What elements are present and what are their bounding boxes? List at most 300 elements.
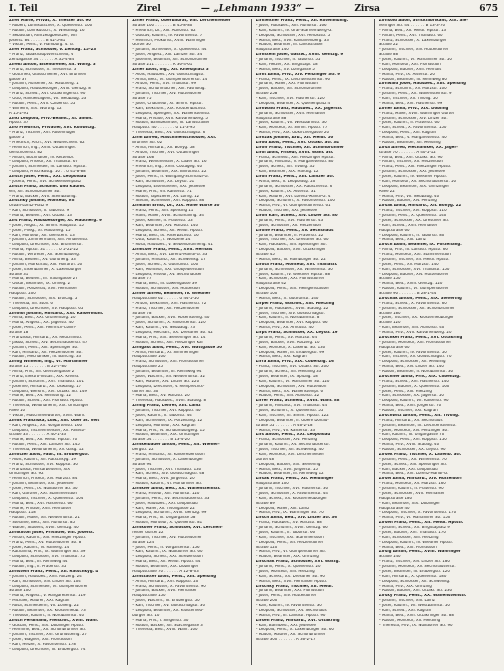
directory-entry: Straße 78 bbox=[132, 311, 152, 316]
directory-entry: – Johann, Schneider, III. Landstr. Hptstr. bbox=[9, 165, 87, 170]
directory-entry: – Franz, Tischler, XVI. Ottakr. Str. 200 bbox=[255, 365, 329, 370]
directory-entry: – Leopold, Tischler, X. Quellenstr. 104 bbox=[9, 496, 84, 501]
directory-entry: – Karl, Maurer, XIV. Linzer Str. 220 bbox=[132, 379, 200, 384]
directory-entry: Zentagasse 34 . . . . . . A 35-4-84 bbox=[9, 58, 75, 62]
directory-entry: – Johann, Hilfsarb., XVI. Thaliastr. 44 bbox=[255, 404, 328, 409]
directory-entry: – Karl, Sched., XVII. Hernalser bbox=[378, 223, 438, 228]
directory-entry: – Theodor, Kaufm., II. Nordbahnstr. 40 bbox=[9, 613, 85, 618]
directory-entry: – Anton, Pens., XVI. Thaliastr. 60 bbox=[378, 33, 443, 38]
directory-entry: – Josef, Sched., XIII. Speisinger Str. bbox=[378, 462, 448, 467]
directory-entry: – Josef, Monteur, XIV. Penzinger Str. bbox=[378, 428, 449, 433]
directory-entry: Straße 77 bbox=[132, 277, 152, 282]
directory-entry: – Johann, Pens., XV. Sechshauserstr. 33 bbox=[132, 496, 210, 501]
directory-entry: – Leopold, Drechsler, V. Reinprechts- bbox=[132, 384, 205, 389]
directory-entry: – Johann, Sched., XX. Brigittaplatz 9 bbox=[378, 526, 450, 530]
directory-entry: – Karl, Kaufm., III. Ungargasse 70 bbox=[378, 433, 445, 438]
directory-entry: – Leopold, Bäcker, XIV. Hütteldorfer bbox=[378, 272, 449, 277]
directory-entry: – Maria, Priv., XIX. Obkirchergasse 20 bbox=[255, 131, 330, 136]
directory-entry: Zirschkel Franz, Pens., XVI. Ottakring bbox=[378, 335, 463, 340]
directory-entry: – Karl, Hausbes., XIII. Speisinger Str. bbox=[255, 243, 327, 248]
directory-entry: – Johann, Schlosser, XX. Rauscherstr. 6 bbox=[255, 184, 333, 189]
directory-entry: Hauptstraße 62 . . . . . . U 44-5-50 bbox=[132, 296, 199, 301]
directory-entry: – Leopold, Beamter, XIX. Grinzinger bbox=[378, 184, 450, 189]
directory-entry: – Leopold, Schlosser, XII. Schwenkg. bbox=[378, 579, 451, 584]
directory-entry: – Rudolf, Vertreter, XII. Steinbauerg. bbox=[9, 253, 81, 257]
directory-entry: – Maria, Bed., XVII. Hernalser Hptstr. bbox=[255, 579, 328, 584]
directory-entry: Hauptstraße 100 bbox=[255, 482, 289, 487]
directory-entry: – Maria, Bed., III. Rennweg 44 bbox=[9, 560, 68, 565]
directory-entry: Straße 200 bbox=[255, 599, 278, 604]
directory-entry: – Katharina, Priv., IX. Währinger Str. 39 bbox=[9, 550, 86, 555]
page-header bbox=[9, 4, 498, 17]
directory-entry: burger Str. 10 bbox=[132, 613, 160, 618]
directory-entry: – Franziska, Hilfsarb., XV. Reuchlinstr. bbox=[9, 335, 83, 340]
directory-entry: – Franz, Maler, XVIII. Währinger Gürtel bbox=[378, 111, 454, 116]
directory-entry: – Anton, Kaufm., XIII. Hietzinger Hptstr. bbox=[9, 535, 87, 540]
directory-entry: – Otto, Handelsagent, VII. Neubaug. 53 bbox=[9, 97, 87, 101]
directory-entry: Zirsel Anna, Hilfsarb., XIV. Hütteldorf bbox=[378, 477, 462, 482]
directory-entry: Allee 22 bbox=[378, 189, 395, 194]
directory-entry: – Leopold, Pens., X. Laxenburger Str. 60 bbox=[255, 628, 334, 633]
directory-entry: – Maria, Bed., IX. Alserbachstr. 16 bbox=[132, 233, 199, 238]
directory-entry: Zirpel Franz, Wachm., XIII. Hietzing bbox=[255, 301, 335, 306]
directory-entry: – Franz, Hilfsarb., XV. Sechshaus bbox=[378, 418, 443, 423]
directory-entry: Zirsky Franz, Pens., XX. Wallensteinstr. bbox=[378, 594, 467, 599]
column-3 bbox=[256, 19, 375, 665]
directory-entry: Straße 140 bbox=[378, 555, 401, 560]
directory-entry: – Leopold, Sched., XXI. Strebersdorf bbox=[132, 555, 204, 560]
directory-entry: – Rudolf, Monteur, X. Quellenstr. 81 bbox=[132, 521, 203, 526]
directory-entry: – Franz, Pens., XV. Hütteldorfer Str. 8 bbox=[9, 540, 82, 545]
directory-entry: – Karl, Monteur, XXI. Großjedlersdorf bbox=[132, 267, 205, 272]
column-2 bbox=[132, 19, 251, 665]
directory-entry: – Maria, Bed., XVII. Jörgerstr. 55 bbox=[255, 467, 318, 472]
directory-entry: – Karl, Kaufm., VII. Neubaug. 73 bbox=[132, 326, 195, 331]
directory-entry: – Josef, Bäcker, XII. Schönbrunner bbox=[255, 87, 323, 92]
directory-entry: – Karl, Bahnbed., XXI. Jedlesee bbox=[255, 623, 316, 628]
directory-entry: – Franz, Sched., XVI. Hasnerstr. 140 bbox=[378, 379, 449, 384]
directory-entry: – Maria, Angest., V. Margaretenstr. 119 bbox=[9, 594, 86, 599]
directory-entry: – Rudolf, Pens., XIII. Auhofstr. 22 bbox=[255, 394, 320, 399]
directory-entry: – Maria, Priv., III. Landstr. Hptstr. 90 bbox=[255, 613, 326, 618]
directory-entry: – Theresia, Weißnäherin, XV. Gasg. 12 bbox=[9, 448, 84, 452]
directory-entry: – Johann, Schuhm., XVIII. Gentzg. 66 bbox=[255, 526, 328, 530]
directory-entry: – Rudolf, Bankbeamter, III. Landstraßer bbox=[132, 121, 210, 126]
directory-entry: – Josef, Beamter, III. Erdbergstr. 120 bbox=[378, 569, 450, 574]
directory-entry: – Josef, Kaufm., IX. Alserstr. 31 bbox=[255, 189, 316, 194]
directory-entry: – Karl, Schlosser, XIII. Hietzing bbox=[378, 535, 439, 540]
directory-entry: Gürtel 30 bbox=[132, 43, 151, 48]
directory-entry: Zirs Franz, Hausbesorger, XI. Mautnerg. 9 bbox=[9, 218, 102, 223]
directory-entry: Zirngast Alois, Pens., XVI. Wattgasse 50 bbox=[132, 345, 222, 350]
directory-entry: Zirsch Josef, Pens., XXI. Leopoldau bbox=[9, 175, 87, 179]
directory-entry: – Karl, Tischler, XVI. Hasnerstr. 120 bbox=[255, 97, 325, 101]
directory-entry: – Robert, Lohnkutscher, X. Quellenstr. 100 bbox=[9, 23, 93, 28]
directory-entry: – Maria, Priv., IV. Schaumburgerg. 15 bbox=[132, 428, 205, 433]
directory-entry: – Karl, Hilfsarb., X. Quellenstr. 180 bbox=[378, 574, 447, 579]
directory-entry: – Hermine, Bed., XII. Schönbrunner Str. bbox=[9, 628, 87, 633]
directory-entry: – Viktor, Pens., V. Hamburg. 4. G. bbox=[9, 43, 75, 48]
column-4 bbox=[379, 19, 498, 665]
directory-entry: Zirota Franz, Monteur, XVI. Thaliastr. bbox=[255, 262, 338, 267]
directory-entry: Hauptstr. 40 . . . . . . . U 11-3-95 bbox=[132, 126, 195, 131]
directory-entry: Zirschner Anna, Priv., XIX. Cobenzlg. bbox=[378, 374, 461, 379]
directory-entry: – Leopold, Spengler, XX. Wallensteinstr. bbox=[132, 111, 211, 116]
directory-entry: – Franz, Friseur, XIII. Auhofstr. 120 bbox=[132, 491, 200, 496]
directory-entry: – Franz, Sched., XVI. Ottakringerstr. 90 bbox=[9, 92, 86, 97]
directory-entry: – Karl, Beamter, XIX. Döblinger bbox=[378, 501, 440, 506]
directory-entry: – Maria, Priv., VI. Gumpendorferstr. 61 bbox=[255, 204, 331, 209]
directory-entry: Ziroli Franz, Pens., XIII. Lainzer Str. bbox=[255, 175, 335, 179]
directory-entry: – Johann, Tischler, XIV. Hütteldorfer bbox=[132, 535, 202, 540]
directory-entry: – Johann, Pens., X. Quellenstr. 20 bbox=[255, 565, 321, 569]
directory-entry: – Johann, Tischler, XVI. Grundsteing. 27 bbox=[9, 633, 87, 638]
directory-entry: – Maria, Priv., XVIII. Staudg. 40 bbox=[378, 443, 440, 448]
directory-entry: – Maria, Priv., VI. Mariahilfer Str. 150 bbox=[378, 516, 451, 521]
directory-entry: – Karl, Schlosser, XXI. Floridsdorfer bbox=[255, 277, 325, 282]
directory-entry: – Franz, Hilfsarb., XI. Kaiserebersdorf bbox=[132, 452, 205, 457]
directory-entry: – Maria, Bed., XVI. Hasnerstr. 99 bbox=[378, 101, 443, 106]
directory-entry: – Franz, Tischler, XVI. Rosenhügel bbox=[9, 131, 76, 136]
directory-entry: – Rosa, Hausbes., V. Siebenbrunneng. 41 bbox=[132, 243, 213, 248]
directory-entry: – Maria, Priv., XIX. Sieveringer Str. 14 bbox=[132, 335, 206, 340]
directory-entry: – Wilhelm, XIX. Würthg. 12 bbox=[9, 106, 62, 111]
directory-entry: – Anna, Hilfsarb., XI. Simmeringer bbox=[132, 350, 199, 355]
directory-entry: Hauptstraße 25 bbox=[132, 365, 164, 370]
directory-entry: Zirschky Johann, Monteur, VII bbox=[9, 199, 75, 204]
directory-entry: – Friedrich, Dr., XIII. Auhofstr. 62 bbox=[132, 28, 196, 33]
directory-entry: – Maria, Bed., III. Löwengasse 39 bbox=[132, 282, 197, 287]
directory-entry: – Anna, Priv., XII. Gierstergasse 2 bbox=[9, 370, 75, 374]
directory-entry: – Maria, Bed., XIV. Linzer Str. 140 bbox=[378, 365, 444, 370]
directory-entry: Straße 150 bbox=[378, 277, 401, 282]
directory-entry: – Friedrich, Arch., XVI. Neulerchenf. 62 bbox=[9, 140, 85, 145]
directory-entry: – Leopold, Schneider, VI. Gumpendorfer bbox=[9, 584, 88, 589]
directory-entry: – Karl, Tischler, XV. Goldschlagstr. 30 bbox=[132, 604, 205, 608]
directory-entry: – Maria, Bed., XVII. Ottakringer Str. 88 bbox=[378, 613, 454, 618]
directory-entry: – Karl, Kaufm., IV. Favoritenstr. 30 bbox=[255, 604, 322, 608]
directory-entry: – Franz, Schneid., XIII. Hietzinger Hptstr. bbox=[255, 155, 335, 160]
directory-entry: – Maria, Private, XVII. Kalvarienberg. 5 bbox=[132, 116, 208, 121]
directory-entry: Zirsig Anton, Pens., XVIII. Währinger bbox=[378, 550, 461, 555]
directory-entry: – Johann, Kaufm., II. Praterstr. 90 bbox=[378, 487, 444, 491]
directory-entry: – Leopold, Drechsler, XXI. Brünnerstr. bbox=[9, 243, 83, 248]
page-number: 675 bbox=[479, 4, 498, 14]
directory-entry: – Josef, Kaufm., IV. Rainerg. 14 bbox=[9, 545, 70, 550]
directory-entry: Zirel Marie, Privat, X. Triester Str. 90 bbox=[9, 19, 92, 23]
directory-entry: – Leopold, Friseur, XII. Thaliastr. 67 bbox=[9, 160, 78, 165]
directory-entry: Zirsch Adolf, Beamter, IX. Porzellang. bbox=[378, 243, 462, 248]
directory-entry: – Johann, Beamter, XXI. Floridsdorf bbox=[255, 589, 325, 594]
directory-entry: Hauptstraße 88 bbox=[255, 116, 287, 121]
directory-entry: – Maria, Bedien., III. Traungasse 27 bbox=[9, 277, 78, 282]
directory-entry: – Leopold, Friseur, XV. Sechshauser bbox=[132, 272, 202, 277]
directory-entry: – Leopold, Maler, XIII. Lainz bbox=[255, 506, 310, 511]
directory-entry: Zirnkler Anna, Bed., XX. Wallensteinstr. bbox=[132, 487, 221, 491]
directory-entry: – Leopold, Pens., XIX. Heiligenstädter bbox=[255, 287, 330, 292]
directory-entry: Zirnzak Johann, Arb., XII. Meidl. 50 bbox=[255, 136, 334, 140]
directory-entry: – Rudolf, Bäcker, XIV. Penzing bbox=[378, 199, 437, 204]
directory-entry: – Oskar, Beamter, IX. Ohneg. 2 bbox=[9, 282, 71, 287]
directory-entry: – Rudolf, Beamter, III. Rennweg 12 bbox=[255, 472, 324, 477]
directory-entry: – Leopold, Pens., XXI. Kagran bbox=[378, 131, 437, 136]
directory-entry: – Anna, Bed., XII. Meidl. Hptstr. 13 bbox=[378, 28, 447, 33]
directory-entry: – Josef, Tischler, XII. Schwenkg. 40 bbox=[255, 448, 324, 452]
directory-entry: Zirm Alfred, Maschinenschlosser, XXI. bbox=[132, 136, 217, 140]
directory-entry: – Leopold, Frischkostg. 10 . . U 41-8-88 bbox=[9, 170, 86, 175]
directory-entry: – Josef, Schlosser, X. Favoritenstr. 44 bbox=[255, 491, 328, 496]
directory-entry: – Franz, Schuhm., XV. Märzstr. 100 bbox=[378, 87, 447, 92]
directory-entry: – Josefa, Pens., XVI. Schwendenplatz bbox=[9, 179, 82, 184]
directory-entry: Straße 100 bbox=[255, 292, 278, 296]
directory-entry: – Rudolf, Polizeirat, XVII. Hernalser bbox=[9, 287, 78, 292]
directory-entry: – Johann, Tischler, XVI. Koppstr. 40 bbox=[132, 409, 201, 413]
directory-entry: – Anton, Tischler, XII. Hetzendorf bbox=[378, 160, 444, 165]
directory-entry: – Johann, Pens., XIII. Speisinger Str. bbox=[9, 345, 79, 350]
directory-entry: – Maria, Priv., III. Ungargasse 58 bbox=[132, 516, 196, 521]
directory-entry: – Karl, Schlosser, XIV. Linzer Str. 104 bbox=[9, 579, 81, 584]
directory-entry: – Maria, Bed., XII. Meidl. Hptstr. 44 bbox=[132, 560, 201, 565]
directory-entry: – Karl, Monteur, XXI. Floridsdorf bbox=[378, 62, 442, 67]
directory-entry: Urban-Loritz-Platz 9 bbox=[9, 204, 48, 209]
directory-entry: – Anton, Tischler, XVI. Ottakringer bbox=[132, 150, 200, 155]
directory-entry: – Karl, Schneider, IX. Porzellang. 12 bbox=[132, 418, 203, 423]
directory-entry: Hauptstraße 150 bbox=[132, 594, 166, 599]
directory-entry: – Johann, Schlosser, XVII. Hernalser bbox=[255, 111, 326, 116]
directory-entry: Zirnstein Franz, Pens., XII. Ratschkyg. 4 bbox=[9, 569, 99, 574]
directory-entry: – Josef, Tischler, XIV. Goldschlagstr. bbox=[255, 311, 325, 316]
directory-entry: – Josef, Schlosser, XX. Dresdner Str. bbox=[378, 218, 450, 223]
directory-entry: – Rudolf, Beamter, XIX. Döblinger bbox=[132, 565, 199, 569]
directory-entry: – Leopold, Eisendreher, XXI. Jedlesee bbox=[132, 184, 206, 189]
directory-entry: gasse 5 bbox=[9, 136, 25, 140]
directory-entry: – Josef, Wagner, XXI. Floridsdorf bbox=[9, 638, 72, 643]
directory-entry: – Viktor, Maschinenwärter, XVIII. Währ. bbox=[9, 413, 86, 418]
directory-entry: – Johann, Kaufm., XV. Sechshauserstr. bbox=[255, 443, 330, 448]
directory-entry: – Heinrich, Ing., XVIII. Ottakringer. bbox=[9, 145, 77, 150]
directory-entry: – Josef, Angst., XI. Simm. Hauptstr. 15 bbox=[9, 223, 84, 228]
directory-entry: Zirsen Franz, Pens., XII. Meidl. Hptstr. bbox=[378, 521, 464, 526]
directory-entry: – Maria, Priv., IX. Währinger Str. 70 bbox=[255, 511, 324, 516]
directory-entry: – Johann, Schlosser, XIV. Linzer Str. bbox=[378, 116, 448, 121]
directory-entry: – Leopold, Mechan., XX. Dresdner Str. 42 bbox=[132, 331, 213, 335]
directory-entry: Zirsa Alfred, Mechaniker, XX. Jäger- bbox=[378, 145, 458, 150]
directory-entry: – Johann, Pens., XV. Märzstr. 64 bbox=[255, 335, 317, 340]
directory-entry: Straße 22 bbox=[378, 43, 399, 48]
directory-entry: Grinzinger Str. 92 bbox=[9, 472, 44, 477]
running-head bbox=[137, 4, 380, 14]
directory-entry: Ziro Friedrich, Privatier, XVI. Kollwitzg. bbox=[9, 126, 96, 131]
directory-entry: – Leopold, Sched., XII. Meidl. Hptstr. bbox=[132, 228, 204, 233]
directory-entry: – Josef, Kaufm., IV. Wiedner Hptstr. bbox=[378, 175, 447, 179]
directory-entry: – Karl, Kaufm., IX. Nußdorfer Str. 60 bbox=[132, 550, 203, 555]
directory-entry: – Maria, Bed., III. Hainburger Str. 22 bbox=[255, 257, 326, 262]
directory-columns bbox=[9, 19, 498, 665]
directory-entry: – Karl, Schlosser, XX. Jägerstr. 50 bbox=[378, 394, 444, 399]
directory-entry: Zirel Franz, Schlosser, V. Zentag. 15–23 bbox=[9, 48, 97, 53]
directory-entry: – Josef, Kaufm., VII. Westbahnstr. 30 bbox=[255, 121, 327, 126]
directory-entry: – Leopold, Schlosser, XII. Meidling bbox=[378, 360, 446, 365]
directory-entry: – Josef, Pens., II. Wolfgang-Schmälzl-G. bbox=[132, 175, 209, 179]
directory-entry: – Leopold, Beamter, XVI. Koppstr. 66 bbox=[255, 321, 328, 326]
directory-entry: – Rudolf, Maurer, XII. Schönbrunner bbox=[255, 633, 326, 638]
directory-entry: – Karl, Schlosser, II. Taborstr. 9 bbox=[9, 209, 70, 214]
directory-entry: – Johann, Beamter, XXI. Jedlesee bbox=[9, 482, 74, 487]
directory-entry: Zirrer Franz, Schneid., XVIII. Währ. 88 bbox=[255, 399, 340, 404]
directory-entry: Zirra Anna, Priv., XIX. Cobenzlg. 16 bbox=[255, 360, 334, 365]
directory-entry: – Heinrich, Friseur, XIV. Märzstr. 84 bbox=[9, 477, 78, 482]
directory-entry: – Josef, Wachm., III. Erdbergstr. 50 bbox=[132, 599, 200, 604]
directory-entry: – Leopold, Kaufm., IV. Wiedner Hptstr. bbox=[378, 540, 453, 545]
directory-entry: – Karl, Sched., XX. Klosterneuburger bbox=[255, 496, 327, 501]
directory-entry: – Johann, Schlosser, XII. Schönbrunner bbox=[378, 306, 455, 311]
directory-entry: Straße 211 . . . . . . . R 36-4-61 bbox=[132, 62, 193, 67]
directory-entry: – Theresia, Weißnäherin, XIX. Grinzinger bbox=[9, 404, 89, 409]
directory-entry: Straße 54 . . . . . . . B 13-4-20 bbox=[132, 438, 190, 443]
directory-entry: Straße 168 bbox=[132, 155, 155, 160]
directory-entry: Zirschwitz Anton, Pens., XII. Tivolig. bbox=[378, 413, 460, 418]
directory-entry: – Johann, Bäcker, X. Quellenstr. 160 bbox=[378, 384, 450, 389]
directory-entry: – Karl, Monteur, XVI. Lerchenfelder bbox=[255, 452, 325, 457]
directory-entry: – Maria, Angest., XX. Jägerstr. 40 bbox=[9, 321, 74, 326]
directory-entry: Straße 45 bbox=[255, 253, 275, 257]
directory-entry: – Leopold, Kaufm., II. Taborstr. 80 bbox=[378, 233, 445, 238]
directory-entry: – Josef, Pens., XIII. Hietzing bbox=[378, 389, 432, 394]
directory-entry: Gürtel 48 bbox=[255, 457, 275, 462]
last-name-guide: Zirsa bbox=[354, 4, 380, 14]
directory-entry: – Josef, Kaufm., II. Praterstr. 60 bbox=[378, 121, 440, 126]
directory-entry: – Theresia, Bed., XVIII. Währ. 100 bbox=[132, 628, 198, 633]
directory-entry: – Karl, Tischler, XV. Goldschlagstr. 70 bbox=[378, 355, 452, 360]
directory-entry: Hauptstraße 40 bbox=[378, 506, 410, 511]
directory-entry: – Otto, Kaufm., I. Wollzeile 24 bbox=[132, 238, 191, 243]
directory-entry: – Johann, Beamter, XIX. Billrothstr. 22 bbox=[132, 170, 207, 175]
directory-entry: Zirnt Anna, Priv., XIV. Penzinger Str. 9 bbox=[255, 72, 340, 77]
directory-entry: – Maria, Priv., XVII. Kalvarienberg. 20 bbox=[378, 331, 452, 335]
directory-entry: Straße 100 . . . . . . . B 45-8-80 bbox=[132, 23, 193, 28]
directory-entry: veringer Str. 44 . . . . . . B 13-3-70 bbox=[378, 23, 446, 28]
directory-entry: Zirnkelbauer Anton, Pens., XII. Wiener- bbox=[132, 443, 220, 448]
directory-entry: – Josef, Eisenbahner, X. Laxenburger bbox=[9, 267, 82, 272]
directory-entry: – Leopold, Pens., XII. Hetzendorfer bbox=[255, 540, 324, 545]
directory-entry: – Leopold, Beamter, XX. Klosterneu- bbox=[132, 608, 204, 613]
directory-entry: – Alois, Kaufm., XII. Ratschkyg. 19 bbox=[9, 457, 76, 462]
directory-entry: – Marie, Bed., XII. Meidl. Hptstr. 70 bbox=[9, 438, 78, 443]
directory-entry: Zirnig Wilhelm, Ing., VI. Mariahilfer bbox=[9, 360, 88, 365]
directory-entry: Zirsak Franz, Pens., XII. Meidlinger bbox=[255, 477, 334, 482]
directory-entry: – Anna, Bed., XVI. Lorenz-Mandl-G. 33 bbox=[132, 253, 208, 257]
directory-entry: Zirsak Anna, Hilfsarb., XII. Bonyg. 22 bbox=[378, 204, 462, 209]
directory-entry: – Josef, Kaufm., VII. Westbahnstr. 50 bbox=[378, 604, 450, 608]
directory-entry: – Johann, Schlosser, XXI. Jedlesee bbox=[378, 170, 446, 175]
directory-entry: – Maria, Bed., XX. Wallensteinpl. 6 bbox=[255, 389, 323, 394]
directory-entry: – Stefanie, Bed., XIII. Auhofstr. 85 bbox=[9, 521, 76, 526]
column-1 bbox=[9, 19, 128, 665]
directory-entry: – Rudolf, Sched., XIII. Hietzinger Kai bbox=[132, 340, 203, 345]
directory-entry: – Rudolf, Monteur, XII. Meidling bbox=[378, 618, 441, 623]
directory-entry: – Maria, Bed., XVIII. Gentzg. 120 bbox=[378, 282, 443, 287]
directory-entry: – Karl, Bäcker, XXI. Leopoldau bbox=[378, 467, 438, 472]
directory-entry: – Leopold, Bäcker, XIX. Sievering bbox=[255, 462, 321, 467]
directory-entry: – Rudolf, Beamter, XII. Meidling bbox=[378, 140, 441, 145]
directory-entry: – Walter, Student, XVIII. Gentzg. 40 bbox=[9, 526, 79, 530]
directory-entry: – Leopold, Kaufm., VII. Kaiserstr. 90 bbox=[378, 399, 449, 404]
directory-entry: – Josef, Pens., IX. Nußdorfer Str. 30 bbox=[9, 487, 78, 491]
directory-entry: – Franz, Pens., XIII. Speising 11 bbox=[132, 209, 194, 214]
directory-entry: – Maria, Priv., VI. Gumpendorfer Str. bbox=[255, 550, 326, 555]
directory-entry: – Marie, Private, XVII. Hernalser bbox=[9, 506, 72, 511]
directory-entry: – Gottfried, Glasschleifer, XVI. Brunnen bbox=[9, 72, 87, 77]
directory-entry: Zirschak Anton, Pens., XIX. Sievering bbox=[378, 296, 462, 301]
directory-entry: – Franz, Schlosser, XIV. Penzing bbox=[255, 438, 318, 443]
directory-entry: – Johann, Maler, XXI. Floridsdorf bbox=[255, 82, 319, 87]
directory-entry: Zirschak Franz, Schlosser, XVI. Wattg. bbox=[255, 560, 340, 565]
directory-entry: – Leopold, Schlosser, XVI. Thaliastr. 75 bbox=[9, 555, 86, 560]
directory-entry: – Alois, Hausbes., XIV. Goldschlagstr. bbox=[132, 72, 205, 77]
directory-entry: – Michael, Maurer, XXI. Kagran bbox=[9, 599, 70, 604]
directory-entry: Hauptstraße 100 bbox=[132, 355, 166, 360]
directory-entry: – Josef, Monteur, XIII. Hietzing bbox=[255, 569, 315, 574]
directory-entry: – Karl, Kaufm., IV. Graf-Starhemberg-G. bbox=[255, 28, 333, 33]
directory-entry: – Johann, Pens., XX. Wallensteinstr. 9 bbox=[378, 92, 452, 97]
directory-entry: – Karl, Sched., X. Favoritenstr. 150 bbox=[378, 126, 447, 131]
directory-entry: – Rudolf, Beamter, XX. Klosterneub. 73 bbox=[9, 608, 86, 613]
directory-entry: – Maria, Bed., V. Margaretenstr. 40 bbox=[378, 136, 447, 140]
directory-entry: – Josef, Schuhm., X. Quellenstr. 55 bbox=[255, 409, 324, 413]
directory-entry: Zirnik Franziska, Ldw., XIII. Ober St. Veit bbox=[9, 418, 100, 423]
directory-entry: – Karl, Kaufm., VI. Mariahilfer Str. 120 bbox=[255, 379, 330, 384]
directory-entry: – Karl, Monteur, XV. Sechshauserstr. 50 bbox=[378, 179, 457, 184]
directory-entry: – Josef, Wachm., XII. Niederhofstr. 32 bbox=[132, 374, 205, 379]
directory-entry: – Karl, Heizer, XX. Brigittapl. 18 bbox=[255, 62, 318, 67]
directory-entry: Zirler Alois, Ing., XII. Khleslplatz 3 bbox=[132, 67, 209, 72]
directory-entry: – Johann, Pens., XVI. Hasnerstr. 43 bbox=[255, 218, 324, 223]
directory-entry: – Franz, Schlosser, X. Triesterstr. 3 bbox=[9, 67, 77, 72]
directory-entry: – Josef, Schlosser, XII. Hetzendorf bbox=[255, 223, 322, 228]
directory-entry: – Johann, Beamter, III. Rennweg 94 bbox=[132, 370, 202, 374]
directory-entry: – Karl, Angest., XX. Vorgartenstr. 160 bbox=[9, 423, 83, 428]
directory-entry: Zirmann Ernst, Dr., XIX. Hohe Warte 30 bbox=[132, 204, 220, 209]
directory-entry: – Rudolf, Beamter, III. Landstraßer bbox=[255, 43, 324, 48]
directory-entry: – Josef, Kaufm., II. Taborstr. 44 bbox=[132, 413, 192, 418]
directory-entry: – Josef, Pens., II. Vorgartenstr. 156 bbox=[132, 545, 200, 550]
directory-entry: – Johann, Hausbes., XVIII. Staudg. 22 bbox=[255, 306, 329, 311]
directory-entry: – Rudolf, Schlosser, XIX. Eroicag. 5 bbox=[9, 296, 78, 301]
directory-entry: – Leopold, Tischler, X. Favoritenstr. 170 bbox=[378, 511, 457, 516]
directory-entry: – Karl, Monteur, X. Laxenb. Str. 130 bbox=[255, 345, 326, 350]
directory-entry: – Franziska, Hilfsarbeiterin, XIX bbox=[9, 467, 71, 472]
directory-entry: – Johann, Bäcker, XVII. Hernalser bbox=[132, 589, 197, 594]
directory-entry: – Franz, Tabakhauptverschleiß, V bbox=[9, 53, 74, 58]
directory-entry: – Rudolf, Schlosser, XIV. Hütteldorf bbox=[132, 287, 201, 292]
directory-entry: gasse 37 bbox=[9, 77, 27, 82]
directory-entry: – Rudolf, Pens., XIII. Lainzer Str. 145 bbox=[9, 443, 80, 448]
directory-entry: – Rudolf, Kaufm., VI. Mariahilfer Str. bbox=[132, 482, 203, 487]
directory-entry: Hauptstraße 180 bbox=[378, 496, 413, 501]
directory-entry: – Franz, Tischler, XIV. Linzer Str. 180 bbox=[378, 560, 450, 565]
directory-entry: – Karl, Hilfsarb., XII. Hetzendorfer Str. bbox=[9, 350, 83, 355]
directory-entry: – Karl, Sched., XX. Dresdner Str. 90 bbox=[255, 574, 325, 579]
directory-entry: – Karl, Beamter, XIX. Hardtg. 12 bbox=[255, 170, 319, 175]
directory-entry: – Rudolf, Beamter, XIX. Grinzing bbox=[255, 555, 319, 560]
directory-entry: – Maria, Priv., XIX. Grinzing bbox=[378, 584, 432, 589]
directory-entry: Hauptstraße 42 bbox=[255, 282, 287, 287]
directory-entry: Zirone Franz, Pens., XV. Sechshaus bbox=[255, 228, 334, 233]
directory-entry: – Karl, Kaufm., II. Nordbahnstr. 8 bbox=[255, 316, 320, 321]
directory-entry: Zirod Alois, Pens., XVI. Ottakr. Str. 34 bbox=[255, 140, 339, 145]
section-label: I. Teil bbox=[9, 4, 38, 14]
directory-entry: – Josef, Tischler, XX. Dresdner Str. 60 bbox=[255, 238, 329, 243]
